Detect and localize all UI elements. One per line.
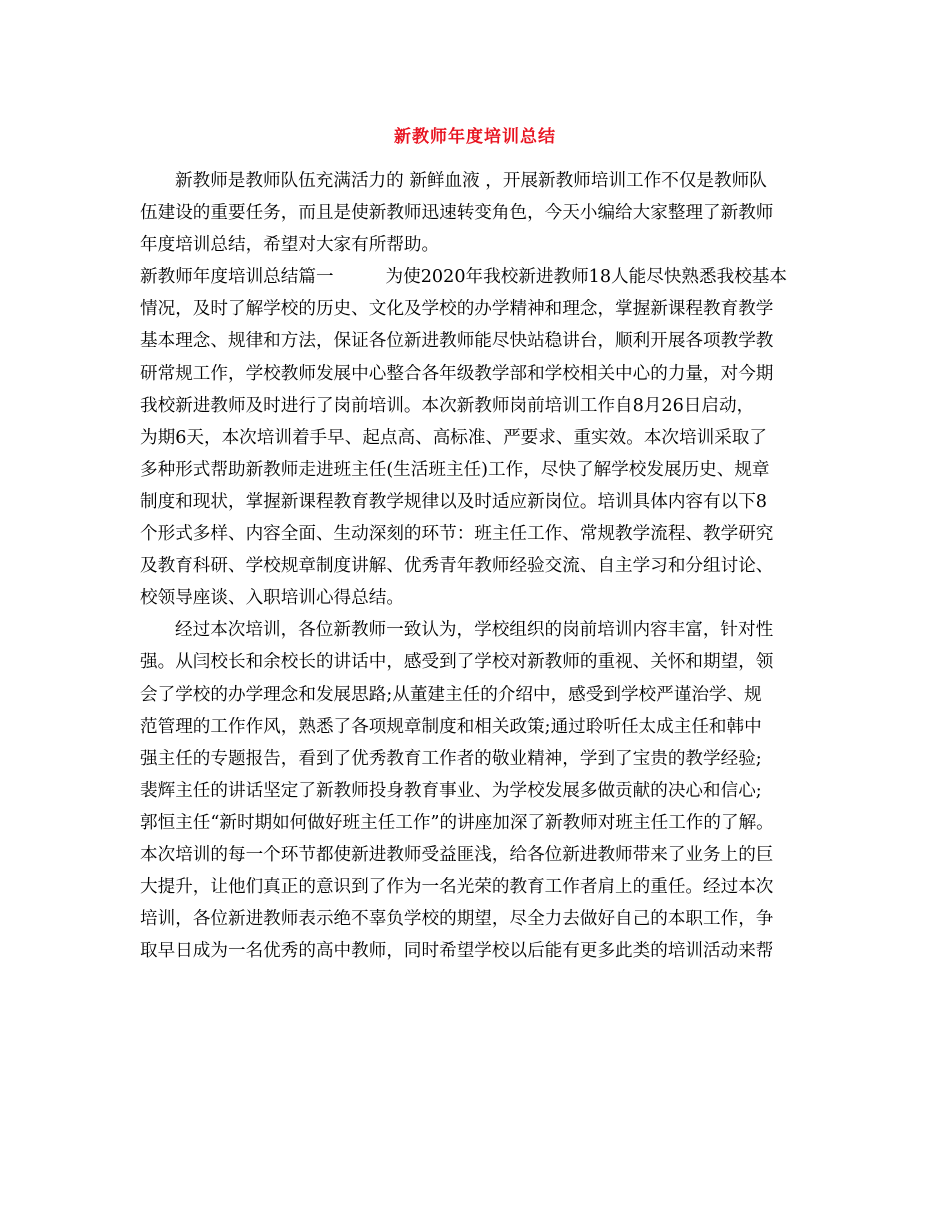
body-line: 裴辉主任的讲话坚定了新教师投身教育事业、为学校发展多做贡献的决心和信心; [140,780,762,801]
body-line: 取早日成为一名优秀的高中教师，同时希望学校以后能有更多此类的培训活动来帮 [140,941,774,962]
body-line-section-heading [140,261,835,293]
body-line: 年度培训总结，希望对大家有所帮助。 [140,235,440,256]
body-line: 本次培训的每一个环节都使新进教师受益匪浅，给各位新进教师带来了业务上的巨 [140,844,774,865]
body-line: 会了学校的办学理念和发展思路;从董建主任的介绍中，感受到学校严谨治学、规 [140,684,762,705]
body-line: 强。从闫校长和余校长的讲话中，感受到了学校对新教师的重视、关怀和期望，领 [140,652,774,673]
body-line: 我校新进教师及时进行了岗前培训。本次新教师岗前培训工作自8月26日启动， [140,395,755,416]
body-line: 个形式多样、内容全面、生动深刻的环节：班主任工作、常规教学流程、教学研究 [140,524,774,545]
document-title: 新教师年度培训总结 [394,127,556,147]
body-line: 伍建设的重要任务，而且是使新教师迅速转变角色，今天小编给大家整理了新教师 [140,203,774,224]
body-line: 校领导座谈、入职培训心得总结。 [140,588,404,609]
body-line: 基本理念、规律和方法，保证各位新进教师能尽快站稳讲台，顺利开展各项教学教 [140,331,774,352]
body-line: 及教育科研、学校规章制度讲解、优秀青年教师经验交流、自主学习和分组讨论、 [140,556,774,577]
body-line: 为使2020年我校新进教师18人能尽快熟悉我校基本 [385,267,787,288]
body-line: 经过本次培训，各位新教师一致认为，学校组织的岗前培训内容丰富，针对性 [175,620,774,641]
body-line: 为期6天，本次培训着手早、起点高、高标准、严要求、重实效。本次培训采取了 [140,427,767,448]
body-line: 大提升，让他们真正的意识到了作为一名光荣的教育工作者肩上的重任。经过本次 [140,877,774,898]
body-line: 范管理的工作作风，熟悉了各项规章制度和相关政策;通过聆听任太成主任和韩中 [140,716,762,737]
body-line: 多种形式帮助新教师走进班主任(生活班主任)工作，尽快了解学校发展历史、规章 [140,459,770,480]
body-line: 培训，各位新进教师表示绝不辜负学校的期望，尽全力去做好自己的本职工作，争 [140,909,774,930]
document-body [140,165,835,967]
section-heading: 新教师年度培训总结篇一 [140,267,334,288]
body-line: 研常规工作，学校教师发展中心整合各年级教学部和学校相关中心的力量，对今期 [140,363,774,384]
body-line: 郭恒主任“新时期如何做好班主任工作”的讲座加深了新教师对班主任工作的了解。 [140,812,774,833]
body-line: 强主任的专题报告，看到了优秀教育工作者的敬业精神，学到了宝贵的教学经验; [140,748,762,769]
body-line: 新教师是教师队伍充满活力的 新鲜血液 ，开展新教师培训工作不仅是教师队 [175,171,767,191]
body-line: 制度和现状，掌握新课程教育教学规律以及时适应新岗位。培训具体内容有以下8 [140,491,767,512]
body-line: 情况，及时了解学校的历史、文化及学校的办学精神和理念，掌握新课程教育教学 [140,299,774,320]
